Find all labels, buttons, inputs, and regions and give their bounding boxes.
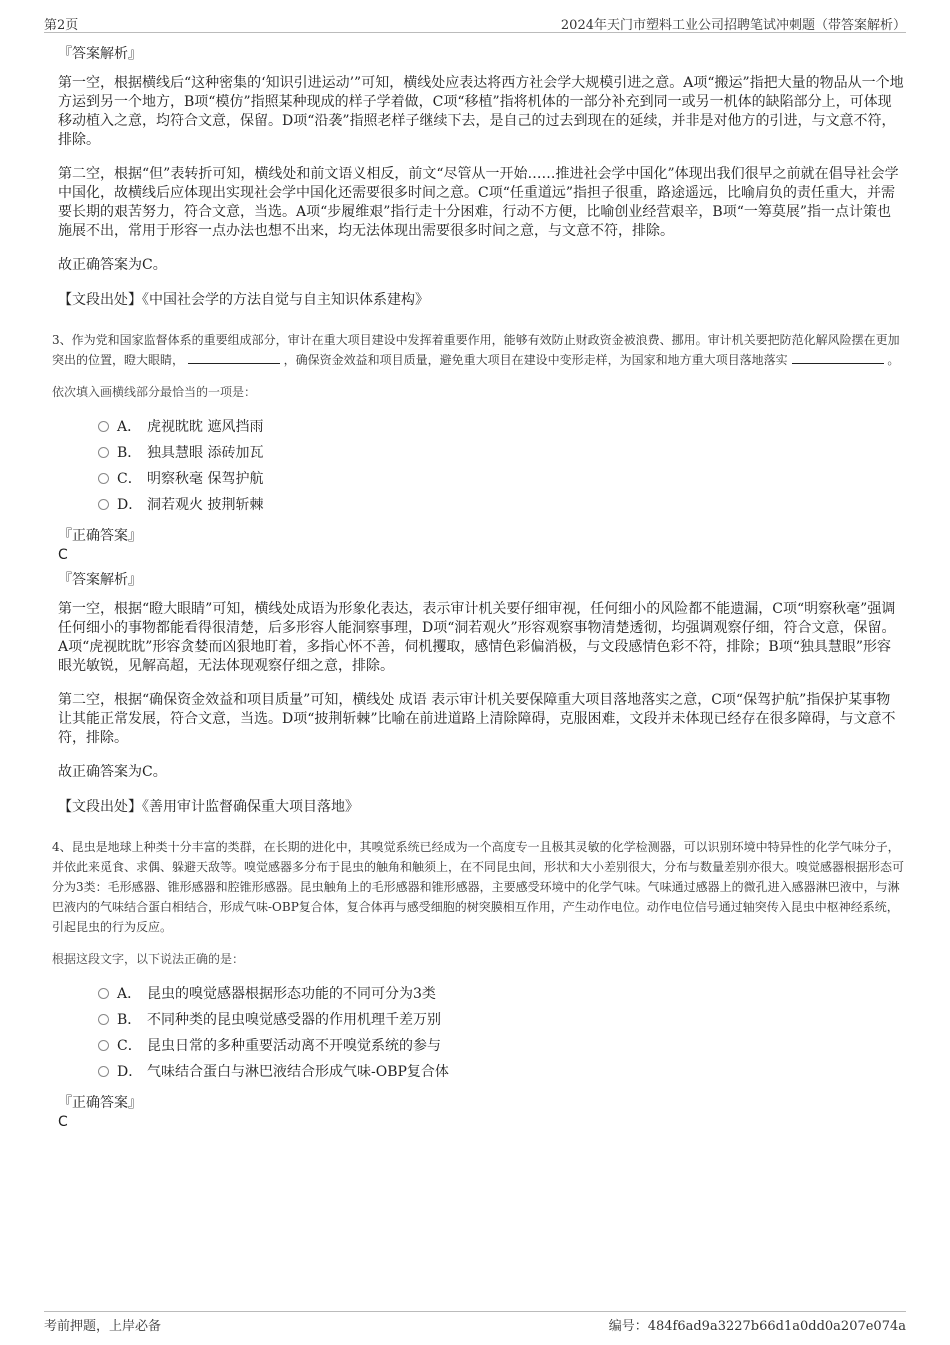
page-footer <box>44 1311 906 1334</box>
q2-analysis-paragraph-1: 第一空，根据横线后“这种密集的‘知识引进运动’”可知，横线处应表达将西方社会学大规模引进之意。A项“搬运”指把大量的物品从一个地方运到另一个地方，B项“模仿”指照某种现成的样子学着做，C项“移植”指将机体的一部分补充到同一或另一机体的缺陷部分上，可体现移动植入之意，均符合文意，保留。D项“沿袭”指照老样子继续下去，是自己的过去到现在的延续，并非是对他方的引进，与文意不符，排除。 <box>58 75 904 148</box>
q3-analysis-paragraph-1: 第一空，根据“瞪大眼睛”可知，横线处成语为形象化表达，表示审计机关要仔细审视，任何细小的风险都不能遗漏，C项“明察秋毫”强调任何细小的事物都能看得很清楚，后多形容人能洞察事理，D项“洞若观火”形容观察事物清楚透彻，均强调观察仔细，符合文意，保留。A项“虎视眈眈”形容贪婪而凶狠地盯着，多指心怀不善，伺机攫取，感情色彩偏消极，与文段感情色彩不符，排除；B项“独具慧眼”形容眼光敏锐，见解高超，无法体现观察仔细之意，排除。 <box>58 601 896 674</box>
q2-analysis-label: 『答案解析』 <box>58 46 142 62</box>
q3-option-a[interactable]: A． 虎视眈眈 遮风挡雨 <box>98 414 904 440</box>
q3-option-b[interactable]: B． 独具慧眼 添砖加瓦 <box>98 440 904 466</box>
q3-text-part-c: 。 <box>887 353 900 367</box>
page-number: 第2页 <box>44 18 79 33</box>
footer-serial: 编号：484f6ad9a3227b66d1a0dd0a207e074a <box>608 1319 906 1334</box>
q2-analysis-paragraph-2: 第二空，根据“但”表转折可知，横线处和前文语义相反，前文“尽管从一开始……推进社会学中国化”体现出我们很早之前就在倡导社会学中国化，故横线后应体现出实现社会学中国化还需要很多时间之意。C项“任重道远”指担子很重，路途遥远，比喻肩负的责任重大，并需要长期的艰苦努力，符合文意，当选。A项“步履维艰”指行走十分困难，行动不方便，比喻创业经营艰辛，B项“一筹莫展”指一点计策也施展不出，常用于形容一点办法也想不出来，均无法体现出需要很多时间之意，与文意不符，排除。 <box>58 166 899 239</box>
footer-slogan: 考前押题，上岸必备 <box>44 1319 162 1334</box>
radio-icon[interactable] <box>98 447 109 458</box>
q4-answer-label: 『正确答案』 <box>58 1095 142 1111</box>
q3-prompt: 依次填入画横线部分最恰当的一项是： <box>52 385 257 399</box>
radio-icon[interactable] <box>98 988 109 999</box>
q3-analysis-paragraph-2: 第二空，根据“确保资金效益和项目质量”可知，横线处 成语 表示审计机关要保障重大项目落地落实之意，C项“保驾护航”指保护某事物让其能正常发展，符合文意，当选。D项“披荆斩棘”比喻在前进道路上清除障碍，克服困难，文段并未体现已经存在很多障碍，与文意不符，排除。 <box>58 692 896 746</box>
q4-option-c[interactable]: C． 昆虫日常的多种重要活动离不开嗅觉系统的参与 <box>98 1033 904 1059</box>
document-title: 2024年天门市塑料工业公司招聘笔试冲刺题（带答案解析） <box>560 18 906 33</box>
q3-option-c[interactable]: C． 明察秋毫 保驾护航 <box>98 466 904 492</box>
radio-icon[interactable] <box>98 421 109 432</box>
q3-option-d[interactable]: D． 洞若观火 披荆斩棘 <box>98 492 904 518</box>
q4-options <box>58 981 904 1085</box>
q3-options <box>58 414 904 518</box>
q3-answer: C <box>58 547 68 563</box>
q4-option-b[interactable]: B． 不同种类的昆虫嗅觉感受器的作用机理千差万别 <box>98 1007 904 1033</box>
q3-blank-2 <box>792 351 884 364</box>
q4-answer: C <box>58 1114 68 1130</box>
radio-icon[interactable] <box>98 499 109 510</box>
q3-source: 【文段出处】《善用审计监督确保重大项目落地》 <box>58 799 359 815</box>
q4-question-text: 4、昆虫是地球上种类十分丰富的类群，在长期的进化中，其嗅觉系统已经成为一个高度专一且极其灵敏的化学检测器，可以识别环境中特异性的化学气味分子，并依此来觅食、求偶、躲避天敌等。嗅觉感器多分布于昆虫的触角和触须上，在不同昆虫间，形状和大小差别很大，分布与数量差别亦很大。嗅觉感器根据形态可分为3类：毛形感器、锥形感器和腔锥形感器。昆虫触角上的毛形感器和锥形感器，主要感受环境中的化学气味。气味通过感器上的微孔进入感器淋巴液中，与淋巴液内的气味结合蛋白相结合，形成气味-OBP复合体，复合体再与感受细胞的树突膜相互作用，产生动作电位。动作电位信号通过轴突传入昆虫中枢神经系统，引起昆虫的行为反应。 <box>52 840 905 934</box>
page-header <box>44 12 906 33</box>
q3-answer-label: 『正确答案』 <box>58 528 142 544</box>
q3-blank-1 <box>188 351 280 364</box>
radio-icon[interactable] <box>98 1040 109 1051</box>
radio-icon[interactable] <box>98 473 109 484</box>
q4-option-d[interactable]: D． 气味结合蛋白与淋巴液结合形成气味-OBP复合体 <box>98 1059 904 1085</box>
radio-icon[interactable] <box>98 1014 109 1025</box>
q3-analysis-label: 『答案解析』 <box>58 572 142 588</box>
q3-analysis-conclusion: 故正确答案为C。 <box>58 764 167 780</box>
document-body <box>52 44 905 1137</box>
q3-text-part-a: 3、作为党和国家监督体系的重要组成部分，审计在重大项目建设中发挥着重要作用，能够有效防止财政资金被浪费、挪用。审计机关要把防范化解风险摆在更加突出的位置，瞪大眼睛， <box>52 333 900 367</box>
radio-icon[interactable] <box>98 1066 109 1077</box>
q4-option-a[interactable]: A． 昆虫的嗅觉感器根据形态功能的不同可分为3类 <box>98 981 904 1007</box>
q2-source: 【文段出处】《中国社会学的方法自觉与自主知识体系建构》 <box>58 292 429 308</box>
q4-prompt: 根据这段文字，以下说法正确的是： <box>52 952 245 966</box>
q3-text-part-b: ，确保资金效益和项目质量，避免重大项目在建设中变形走样，为国家和地方重大项目落地落实 <box>283 353 788 367</box>
q2-analysis-conclusion: 故正确答案为C。 <box>58 257 167 273</box>
q3-question-text <box>52 330 904 370</box>
